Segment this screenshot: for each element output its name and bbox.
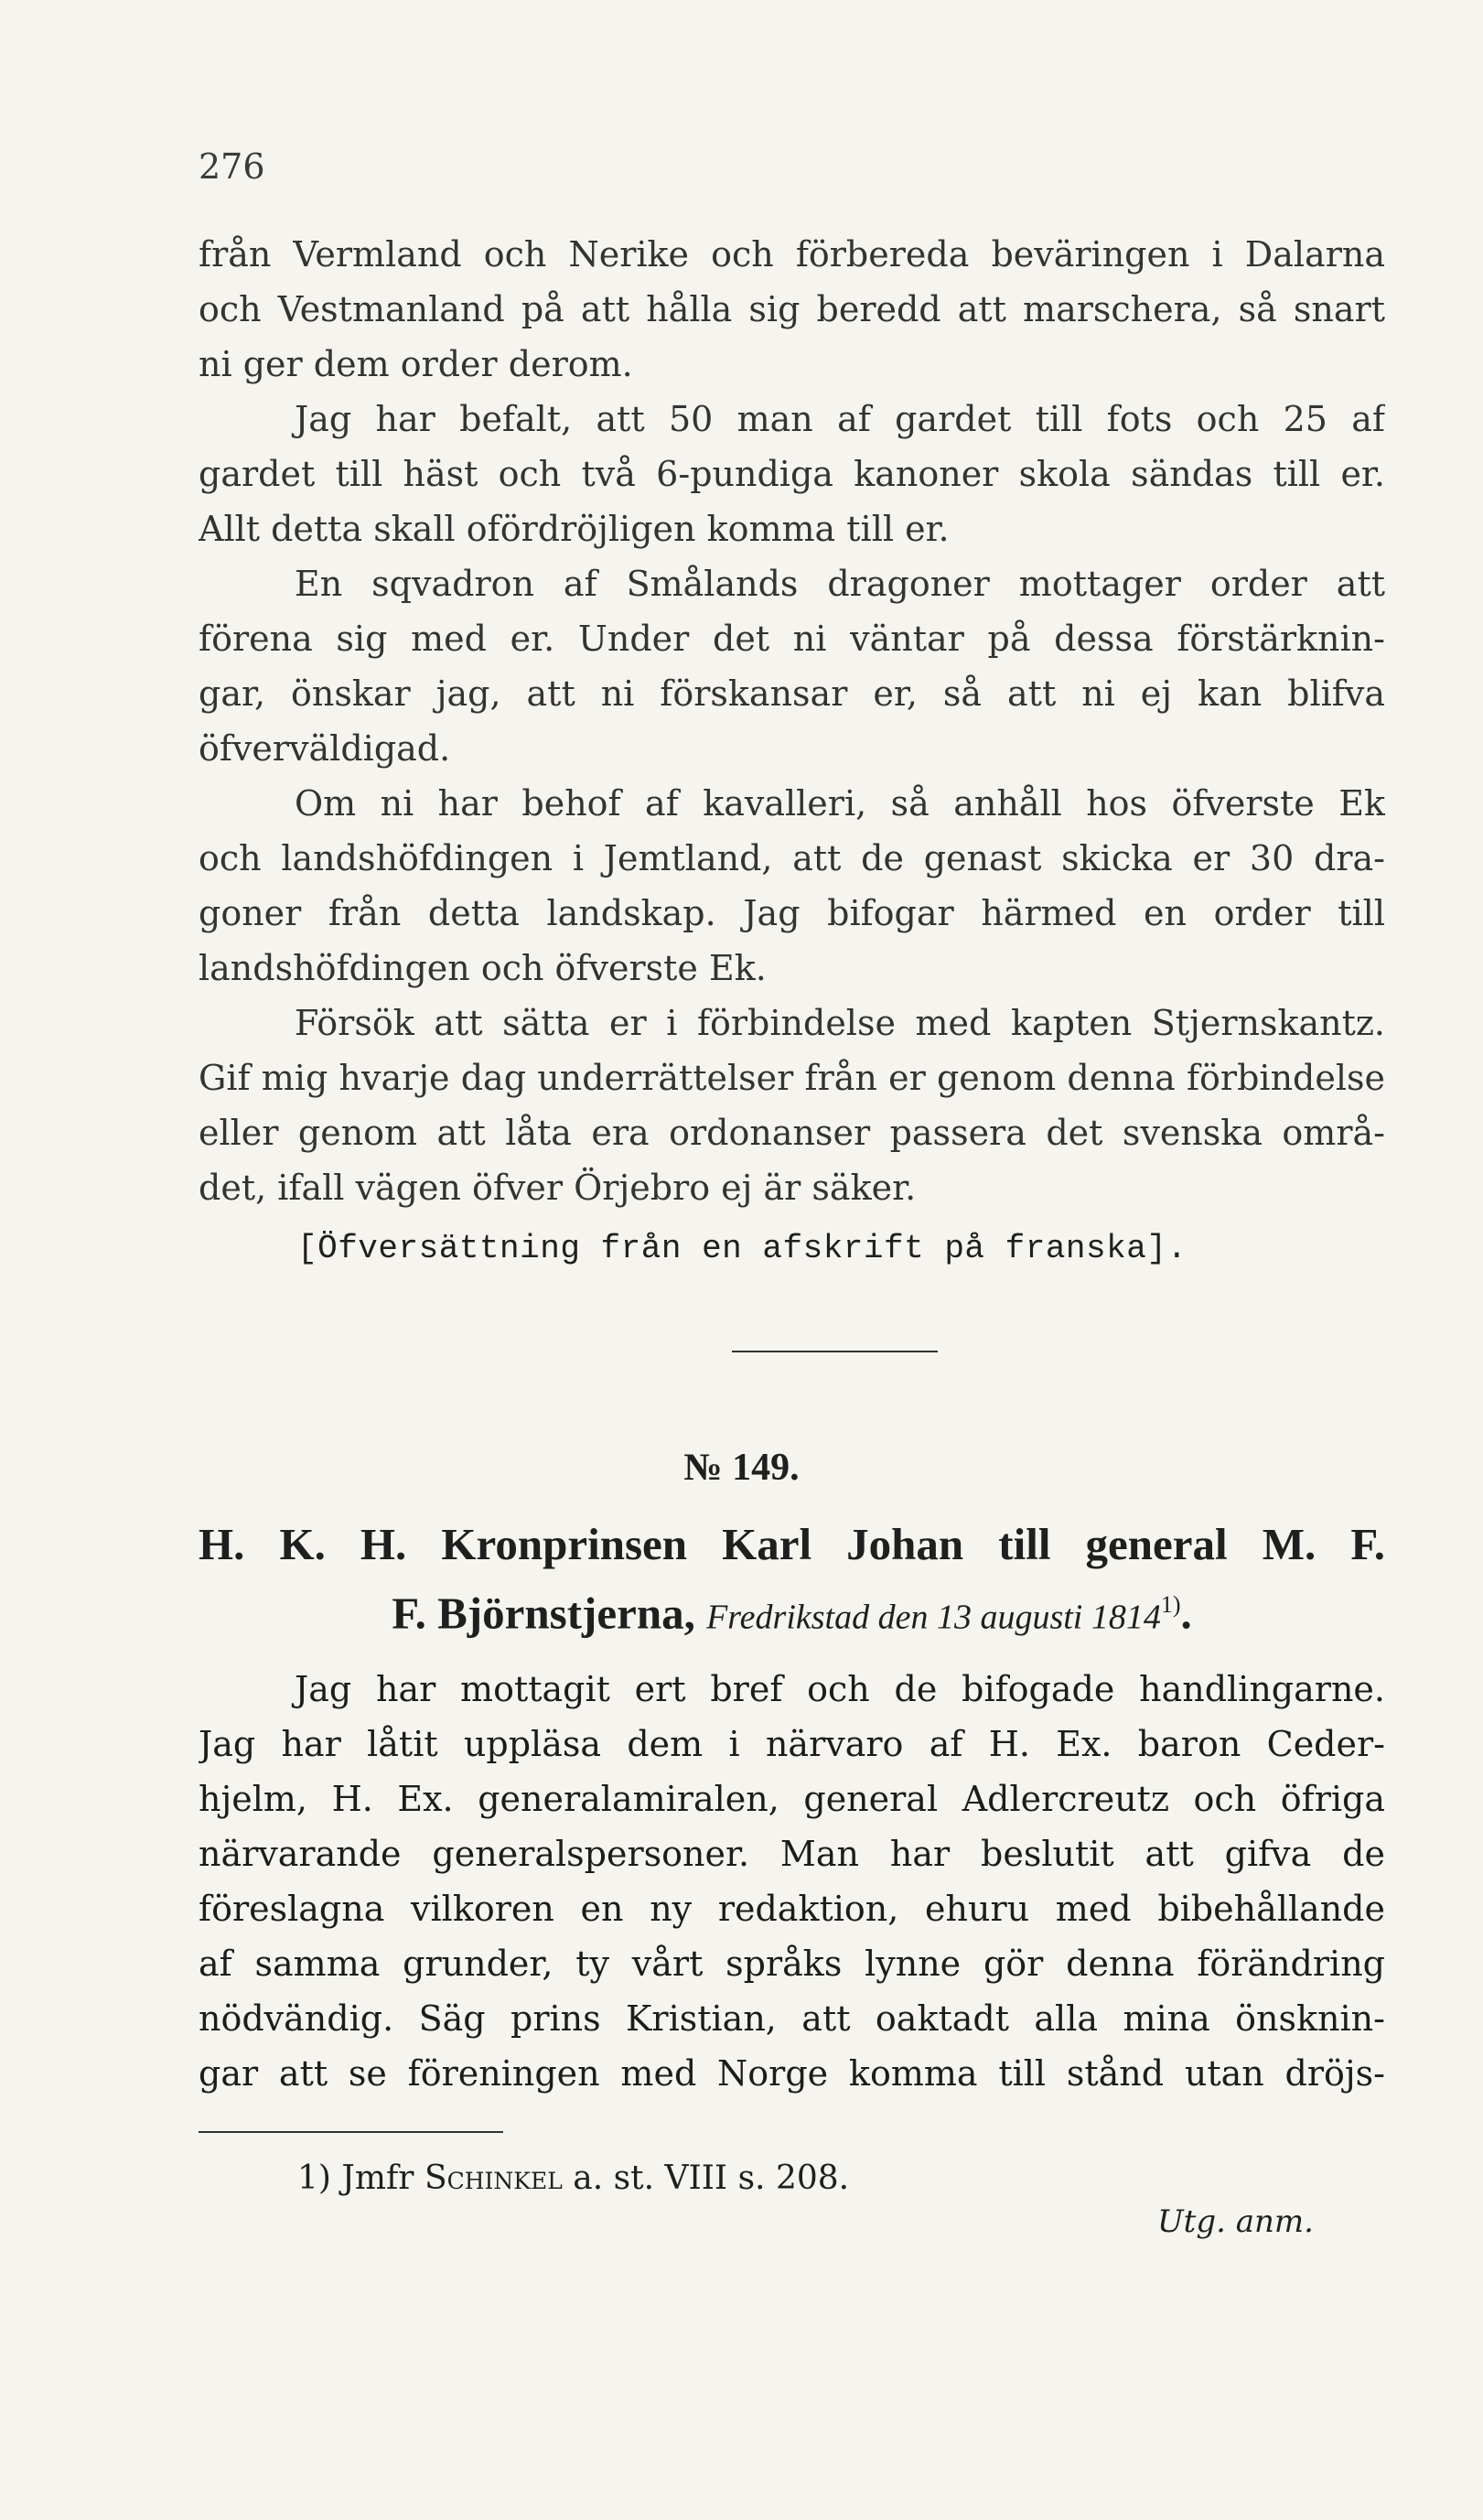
text-line: En sqvadron af Smålands dragoner mottager order att: [295, 564, 1385, 604]
text-line: Jag har mottagit ert bref och de bifogade handlingarne.: [295, 1669, 1385, 1709]
text-line: och landshöfdingen i Jemtland, att de genast skicka er 30 dra-: [199, 838, 1385, 878]
text-line: gar att se föreningen med Norge komma till stånd utan dröjs-: [199, 2053, 1385, 2094]
text-line: öfverväldigad.: [199, 728, 451, 769]
footnote-marker[interactable]: 1): [1160, 1591, 1181, 1618]
text-line: förena sig med er. Under det ni väntar på dessa förstärknin-: [199, 619, 1385, 659]
page-number: 276: [199, 146, 265, 187]
footnote-author: Schinkel: [424, 2159, 563, 2197]
heading-line: H. K. H. Kronprinsen Karl Johan till general M. F.: [199, 1519, 1385, 1569]
letter-body: [199, 1662, 1385, 2101]
text-line: och Vestmanland på att hålla sig beredd att marschera, så snart: [199, 289, 1385, 329]
footnote-number: 1): [297, 2159, 331, 2197]
text-line: gar, önskar jag, att ni förskansar er, så att ni ej kan blifva: [199, 673, 1385, 714]
heading-line: F. Björnstjerna, Fredrikstad den 13 augusti 1814$^{1)}$.: [392, 1588, 1192, 1639]
text-line: det, ifall vägen öfver Örjebro ej är säker.: [199, 1168, 917, 1208]
text-line: gardet till häst och två 6-pundiga kanoner skola sändas till er.: [199, 454, 1385, 494]
footnote: [297, 2153, 849, 2204]
text-line: eller genom att låta era ordonanser passera det svenska områ-: [199, 1113, 1385, 1153]
text-line: från Vermland och Nerike och förbereda beväringen i Dalarna: [199, 234, 1385, 275]
editor-note: Utg. anm.: [1157, 2203, 1314, 2240]
text-line: goner från detta landskap. Jag bifogar härmed en order till: [199, 893, 1385, 933]
text-line: ni ger dem order derom.: [199, 344, 633, 384]
text-line: föreslagna vilkoren en ny redaktion, ehuru med bibehållande: [199, 1889, 1385, 1929]
footnote-prefix: Jmfr: [341, 2159, 414, 2197]
text-line: Jag har befalt, att 50 man af gardet till fots och 25 af: [295, 399, 1385, 439]
text-line: Försök att sätta er i förbindelse med kapten Stjernskantz.: [295, 1003, 1385, 1043]
recipient-name: F. Björnstjerna,: [392, 1588, 695, 1639]
footnote-reference: a. st. VIII s. 208.: [573, 2159, 850, 2197]
text-line: hjelm, H. Ex. generalamiralen, general Adlercreutz och öfriga: [199, 1779, 1385, 1819]
text-line: Om ni har behof af kavalleri, så anhåll hos öfverste Ek: [295, 783, 1385, 824]
section-divider: [732, 1351, 938, 1352]
text-line: af samma grunder, ty vårt språks lynne gör denna förändring: [199, 1944, 1385, 1984]
text-line: nödvändig. Säg prins Kristian, att oaktadt alla mina önsknin-: [199, 1998, 1385, 2039]
text-line: Jag har låtit uppläsa dem i närvaro af H. Ex. baron Ceder-: [199, 1724, 1385, 1764]
text-line: landshöfdingen och öfverste Ek.: [199, 948, 767, 988]
text-line: närvarande generalspersoner. Man har beslutit att gifva de: [199, 1834, 1385, 1874]
letter-heading: [199, 1514, 1385, 1639]
text-line: Allt detta skall ofördröjligen komma till er.: [199, 509, 950, 549]
letter-continuation: [199, 227, 1385, 1215]
translation-note: [Öfversättning från en afskrift på franska].: [297, 1230, 1187, 1267]
letter-date: Fredrikstad den 13 augusti 1814: [706, 1598, 1161, 1637]
text-line: Gif mig hvarje dag underrättelser från er genom denna förbindelse: [199, 1058, 1385, 1098]
footnote-divider: [199, 2131, 503, 2133]
letter-number: № 149.: [683, 1447, 800, 1489]
